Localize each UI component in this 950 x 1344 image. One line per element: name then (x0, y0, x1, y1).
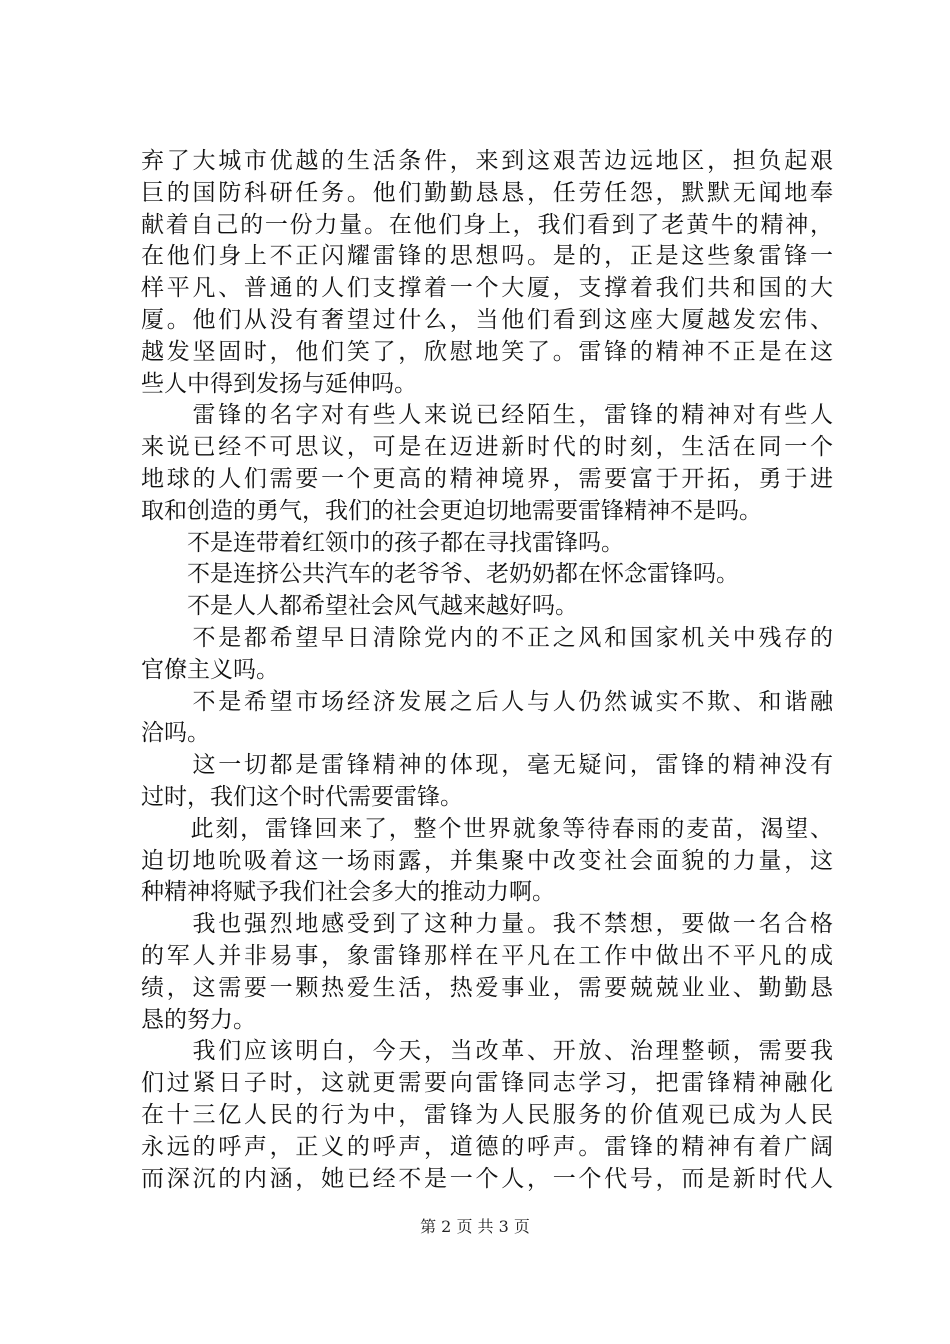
text-line: 在他们身上不正闪耀雷锋的思想吗。是的，正是这些象雷锋一 (141, 243, 833, 270)
text-line: 样平凡、普通的人们支撑着一个大厦，支撑着我们共和国的大 (141, 275, 833, 302)
text-line: 不是都希望早日清除党内的不正之风和国家机关中残存的 (141, 624, 833, 651)
text-line: 些人中得到发扬与延伸吗。 (141, 370, 417, 397)
text-line: 我们应该明白，今天，当改革、开放、治理整顿，需要我 (141, 1038, 833, 1065)
text-line: 献着自己的一份力量。在他们身上，我们看到了老黄牛的精神， (141, 211, 833, 238)
page-footer: 第 2 页 共 3 页 (420, 1217, 530, 1236)
text-line: 雷锋的名字对有些人来说已经陌生，雷锋的精神对有些人 (141, 402, 833, 429)
text-line: 恳的努力。 (141, 1006, 256, 1033)
text-line: 巨的国防科研任务。他们勤勤恳恳，任劳任怨，默默无闻地奉 (141, 179, 833, 206)
document-body (141, 146, 833, 1195)
text-line: 我也强烈地感受到了这种力量。我不禁想，要做一名合格 (141, 911, 833, 938)
text-line: 洽吗。 (141, 720, 210, 747)
text-line: 而深沉的内涵，她已经不是一个人，一个代号，而是新时代人 (141, 1165, 833, 1192)
text-line: 不是希望市场经济发展之后人与人仍然诚实不欺、和谐融 (141, 688, 833, 715)
text-line: 官僚主义吗。 (141, 656, 279, 683)
text-line: 过时，我们这个时代需要雷锋。 (141, 783, 463, 810)
text-line: 越发坚固时，他们笑了，欣慰地笑了。雷锋的精神不正是在这 (141, 338, 833, 365)
text-line: 的军人并非易事，象雷锋那样在平凡在工作中做出不平凡的成 (141, 942, 833, 969)
text-line: 迫切地吮吸着这一场雨露，并集聚中改变社会面貌的力量，这 (141, 847, 833, 874)
text-line: 这一切都是雷锋精神的体现，毫无疑问，雷锋的精神没有 (141, 752, 833, 779)
text-line: 不是连带着红领巾的孩子都在寻找雷锋吗。 (141, 529, 624, 556)
text-line: 不是连挤公共汽车的老爷爷、老奶奶都在怀念雷锋吗。 (141, 561, 739, 588)
text-line: 地球的人们需要一个更高的精神境界，需要富于开拓，勇于进 (141, 465, 833, 492)
text-line: 不是人人都希望社会风气越来越好吗。 (141, 593, 578, 620)
text-line: 们过紧日子时，这就更需要向雷锋同志学习，把雷锋精神融化 (141, 1070, 833, 1097)
text-line: 永远的呼声，正义的呼声，道德的呼声。雷锋的精神有着广阔 (141, 1133, 833, 1160)
text-line: 弃了大城市优越的生活条件，来到这艰苦边远地区，担负起艰 (141, 148, 833, 174)
text-line: 来说已经不可思议，可是在迈进新时代的时刻，生活在同一个 (141, 434, 833, 461)
text-line: 厦。他们从没有奢望过什么，当他们看到这座大厦越发宏伟、 (141, 306, 833, 333)
text-line: 取和创造的勇气，我们的社会更迫切地需要雷锋精神不是吗。 (141, 497, 762, 524)
text-line: 种精神将赋予我们社会多大的推动力啊。 (141, 879, 555, 906)
text-line: 此刻，雷锋回来了，整个世界就象等待春雨的麦苗，渴望、 (141, 815, 833, 842)
text-line: 在十三亿人民的行为中，雷锋为人民服务的价值观已成为人民 (141, 1101, 833, 1128)
text-line: 绩，这需要一颗热爱生活，热爱事业，需要兢兢业业、勤勤恳 (141, 974, 833, 1001)
